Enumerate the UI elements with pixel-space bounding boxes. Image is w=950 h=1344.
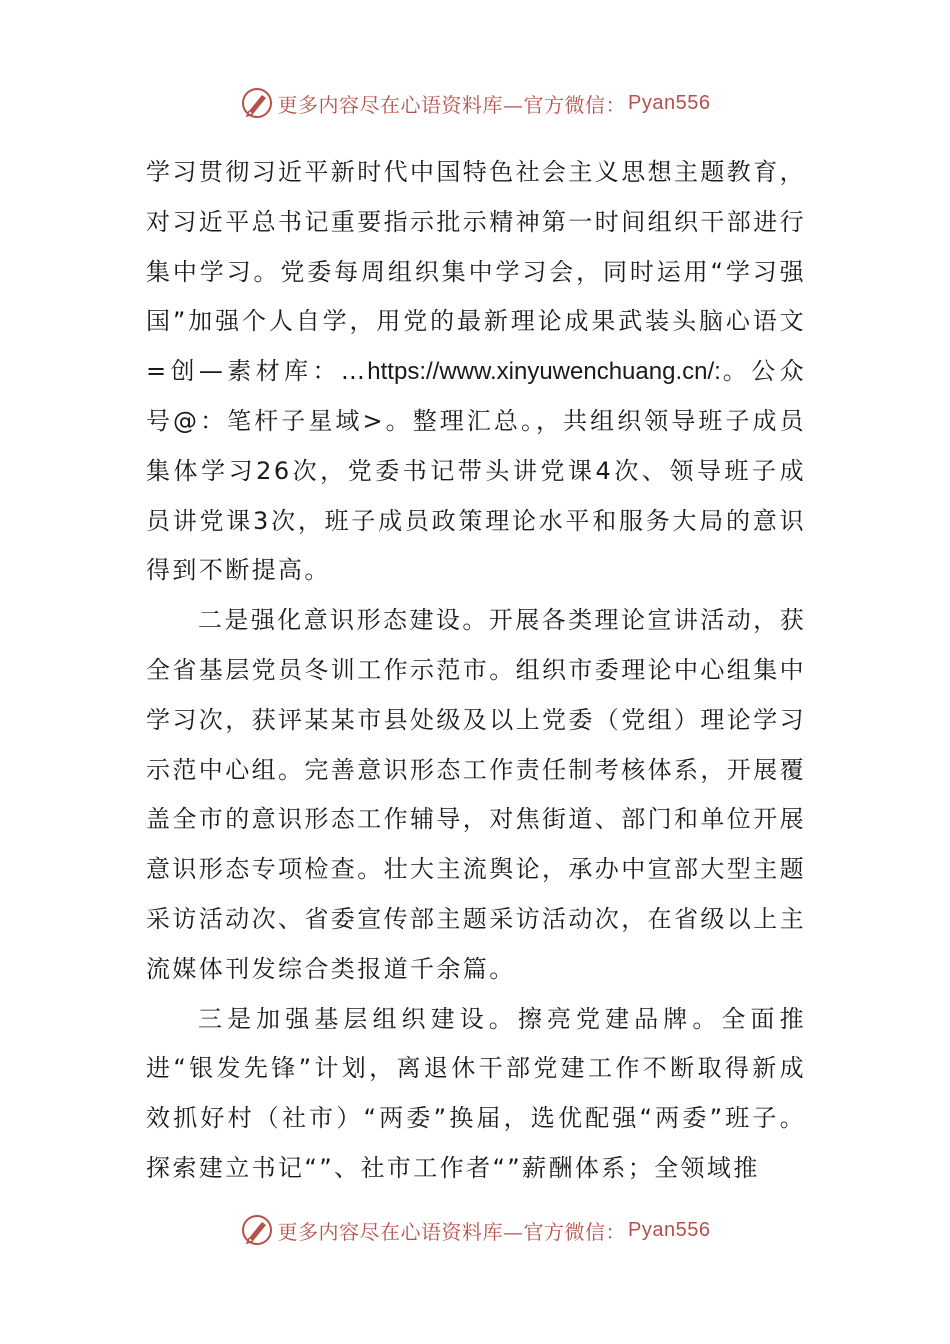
- pen-logo-icon: [240, 1213, 274, 1247]
- footer-watermark-banner: [0, 1213, 950, 1247]
- banner-wechat-id: Pyan556: [628, 91, 711, 114]
- paragraph-2: 二是强化意识形态建设。开展各类理论宣讲活动，获全省基层党员冬训工作示范市。组织市委理论中心组集中学习次，获评某某市县处级及以上党委（党组）理论学习示范中心组。完善意识形态工作责任制考核体系，开展覆盖全市的意识形态工作辅导，对焦街道、部门和单位开展意识形态专项检查。壮大主流舆论，承办中宣部大型主题采访活动次、省委宣传部主题采访活动次，在省级以上主流媒体刊发综合类报道千余篇。: [146, 606, 806, 983]
- paragraph-1: [146, 148, 806, 596]
- document-body: [146, 148, 806, 1194]
- banner-wechat-id: Pyan556: [628, 1218, 711, 1241]
- banner-text: 更多内容尽在心语资料库—官方微信：: [277, 92, 627, 117]
- banner-text: 更多内容尽在心语资料库—官方微信：: [277, 1219, 627, 1244]
- website-url: https://www.xinyuwenchuang.cn/:: [367, 358, 721, 386]
- paragraph-1-text-b: 。公众号@：笔杆子星域>。整理汇总。，共组织领导班子成员集体学习26次，党委书记带头讲党课4次、领导班子成员讲党课3次，班子成员政策理论水平和服务大局的意识得到不断提高。: [146, 357, 806, 585]
- header-watermark-banner: [0, 86, 950, 120]
- pen-logo-icon: [240, 86, 274, 120]
- paragraph-1-text-a: 学习贯彻习近平新时代中国特色社会主义思想主题教育，对习近平总书记重要指示批示精神第一时间组织干部进行集中学习。党委每周组织集中学习会，同时运用“学习强国”加强个人自学，用党的最新理论成果武装头脑心语文=创—素材库：…: [146, 158, 806, 386]
- paragraph-3: 三是加强基层组织建设。擦亮党建品牌。全面推进“银发先锋”计划，离退休干部党建工作不断取得新成效抓好村（社市）“两委”换届，选优配强“两委”班子。探索建立书记“”、社市工作者“”薪酬体系；全领域推: [146, 1004, 806, 1182]
